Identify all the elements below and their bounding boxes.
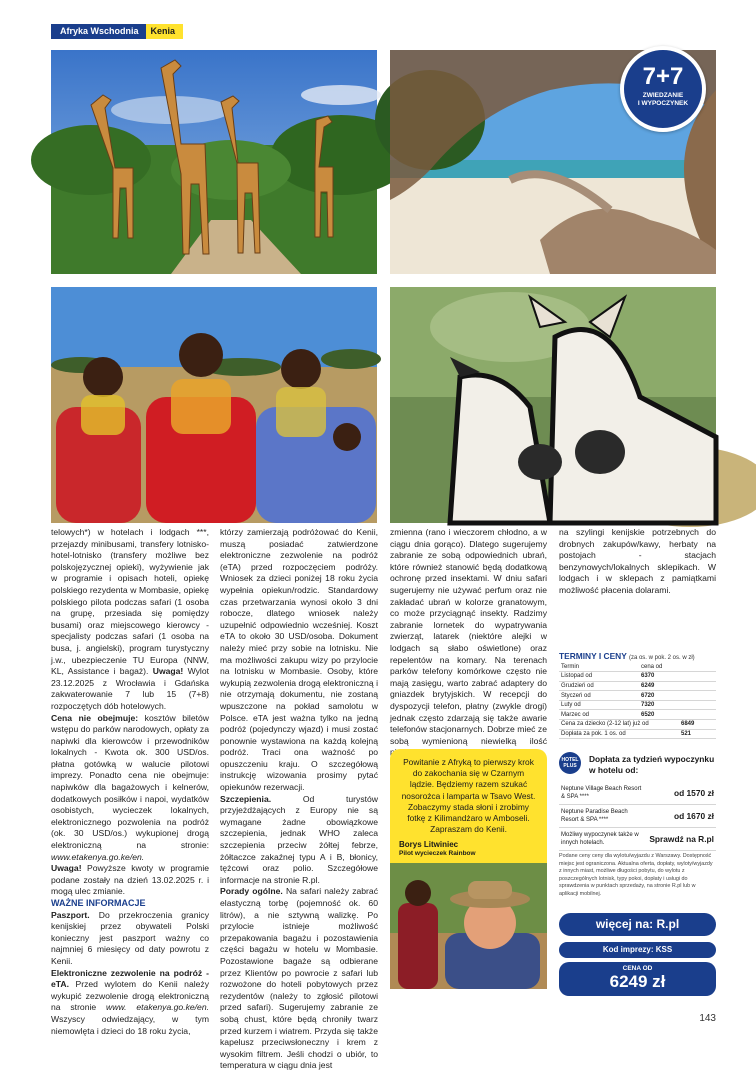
maasai-women-photo — [51, 287, 377, 523]
badge-title: 7+7 — [642, 63, 684, 90]
price-badge[interactable] — [559, 962, 716, 996]
advice-continued-text: zmienna (rano i wieczorem chłodno, a w ciągu dnia gorąco). Dlatego sugerujemy zabranie ze sobą odpowiednich ubrań, które również stanowić będą dodatkową ochronę przed insektami. W dniu safari sugerujemy nie używać perfum oraz nie zakładać ubrań w kolorze granatowym, co może przyciągnąć insekty. Radzimy zabranie lornetek do wypatrywania zwierząt, latarek (niektóre alejki w lodgach są słabo oświetlone) oraz repelentów na komary. Na terenach parków telefony komórkowe często nie mają zasięgu, warto zabrać adaptery do gniazdek brytyjskich. W recepcji do dyspozycji telefon, płatny (zwykle drogi) jednak często zdarzają się także awarie telefonów stacjonarnych. Dobrze mieć ze sobą wymienioną niewielką ilość — [390, 527, 547, 746]
excluded-label: Cena nie obejmuje: — [51, 712, 139, 723]
currency-text: na szylingi kenijskie potrzebnych do drobnych zakupów/kawy, herbaty na postojach - stacjach benzynowych/lokalnych sklepikach. W lodgach i w sklepach z pamiątkami możliwość płacenia dolarami. — [559, 527, 716, 595]
term-price-extra — [679, 681, 716, 691]
term-label: Marzec od — [559, 710, 639, 720]
tour-type-badge — [620, 46, 706, 132]
terms-subtitle: (za os. w pok. 2 os. w zł) — [628, 655, 695, 661]
hotel-price: od 1570 zł — [647, 782, 716, 805]
passport-label: Paszport. — [51, 909, 90, 920]
price-warning-text: Powyższe kwoty w programie podane zostały na dzień 13.02.2025 r. i mogą ulec zmianie. — [51, 863, 210, 897]
zebras-photo — [390, 287, 716, 523]
eta-text-end: Wszyscy odwiedzający, w tym niemowlęta i dzieci do 18 roku życia, — [51, 1013, 209, 1036]
hotel-name: Neptune Paradise Beach Resort & SPA **** — [559, 805, 647, 828]
text-column-3 — [390, 527, 547, 759]
table-row — [559, 720, 716, 730]
included-text: telowych*) w hotelach i lodgach ***, przejazdy minibusami, transfery lotnisko-hotel-lotnisko (transfery możliwe bez polskojęzycznej opieki), wyżywienie jak w programie i opisach hoteli, opiekę polskiego rezydenta w Mombasie, opiekę polskiego pilota podczas safari (1 osoba na grupę, przesiada się pomiędzy busami) oraz miejscowego kierowcy - specjalisty podczas safari (1 osoba na busa, j. angielski), program turystyczny j.w., ubezpieczenie TU Europa (NNW, KL, Assistance i bagaż). — [51, 527, 209, 677]
eta-details-text: którzy zamierzają podróżować do Kenii, muszą posiadać zatwierdzone elektroniczne zezwolenie na podróż (eTA) przed rozpoczęciem podróży. Wniosek za dzieci poniżej 18 roku życia wypełnia opiekun/rodzic. Standardowy czas przetwarzania wynosi około 3 dni robocze, dlatego wniosek należy uzupełnić odpowiednio wcześniej. Koszt eTA to około 30 USD/osoba. Dokument należy mieć przy sobie na lotnisku. Nie ma możliwości zakupu wizy po przylocie na lotnisku w Mombasie. Osoby, które wykupią zezwolenia drogą elektroniczną i nie otrzymają dokumentu, nie zostaną wpuszczone na pokład samolotu w Polsce. eTA jest ważna tylko na jedną podróż (pojedynczy wjazd) i musi zostać ponownie wystawiona na każdą kolejną podróż. Traci ona ważność po opuszczeniu kraju. O szczegółową instrukcję wizowania prosimy pytać opiekunów rezerwacji. — [220, 527, 378, 793]
price-warning-label: Uwaga! — [51, 863, 82, 874]
hotel-supplement-header — [559, 752, 716, 783]
hotel-plus-logo: HOTEL PLUS — [559, 752, 581, 774]
eta-text: Przed wylotem do Kenii należy wykupić zezwolenie drogą elektroniczną na stronie — [51, 979, 210, 1013]
vaccinations-label: Szczepienia. — [220, 793, 272, 804]
general-advice-label: Porady ogólne. — [220, 886, 283, 897]
badge-line2: I WYPOCZYNEK — [637, 100, 689, 107]
terms-title-text: TERMINY I CENY — [559, 651, 627, 661]
term-price-extra: 6849 — [679, 720, 716, 730]
terms-table — [559, 662, 716, 739]
pilot-quote-box — [390, 749, 547, 989]
term-label: Cena za dziecko (2-12 lat) już od — [559, 720, 679, 730]
term-price-extra — [679, 700, 716, 710]
hotel-name: Neptune Village Beach Resort & SPA **** — [559, 782, 647, 805]
table-row — [559, 729, 716, 739]
pilot-photo — [390, 863, 547, 989]
terms-header-term: Termin — [559, 662, 639, 672]
included-warning-label: Uwaga! — [152, 666, 184, 677]
vaccinations-text: Od turystów przyjeżdżających z Europy nie są wymagane żadne obowiązkowe szczepienia, jednak WHO zaleca szczepienia przeciw żółtej febrze, żółtaczce zakaźnej typu A i B, błonicy, tężcowi oraz polio. Szczegółowe informacje na stronie R.pl. — [220, 793, 378, 885]
page-number: 143 — [699, 1013, 716, 1024]
eta-label: Elektroniczne zezwolenie na podróż - eTA. — [51, 967, 209, 990]
table-row — [559, 691, 716, 701]
term-price-extra: 521 — [679, 729, 716, 739]
table-row — [559, 672, 716, 682]
included-warning-text: Wylot 23.12.2025 z Wrocławia i Gdańska zakwaterowanie 7 lub 15 (7+8) rozpoczętych dób hotelowych. — [51, 666, 210, 711]
hotel-price: od 1670 zł — [647, 805, 716, 828]
hotel-name: Możliwy wypoczynek także w innych hotelach. — [559, 828, 647, 851]
term-price-extra — [679, 691, 716, 701]
term-label: Dopłata za pok. 1 os. od — [559, 729, 679, 739]
text-column-1 — [51, 527, 209, 1037]
giraffes-photo — [51, 50, 377, 274]
price-label: CENA OD — [622, 965, 653, 972]
table-row[interactable] — [559, 805, 716, 828]
table-row[interactable] — [559, 782, 716, 805]
text-column-4 — [559, 527, 716, 597]
breadcrumb — [51, 24, 183, 39]
table-row — [559, 681, 716, 691]
eta-link[interactable]: www.etakenya.go.ke/en. — [51, 851, 145, 862]
important-info-heading: WAŻNE INFORMACJE — [51, 898, 146, 908]
hotel-supplement-title: Dopłata za tydzień wypoczynku w hotelu od: — [589, 754, 715, 775]
hotel-table — [559, 782, 716, 851]
passport-text: Do przekroczenia granicy kenijskiej przez obywateli Polski konieczny jest paszport ważny co najmniej 6 miesięcy od daty powrotu z Kenii. — [51, 909, 209, 966]
term-label: Grudzień od — [559, 681, 639, 691]
term-label: Styczeń od — [559, 691, 639, 701]
term-price-extra — [679, 672, 716, 682]
term-label: Listopad od — [559, 672, 639, 682]
pricing-note: Podane ceny ceny dla wylotu/wyjazdu z Warszawy. Dostępność miejsc jest ograniczona. Aktualna oferta, dopłaty, wyloty/wyjazdy z innych miast, możliwe długości pobytu, do wylotu z poszczególnych lotnisk, typy pokoi, dopłaty i usługi do sprawdzenia w punktach sprzedaży, na stronie R.pl lub w aplikacji mobilnej. — [559, 853, 713, 897]
hotel-price: Sprawdź na R.pl — [647, 828, 716, 851]
badge-line1: ZWIEDZANIE — [642, 92, 684, 99]
breadcrumb-region[interactable]: Afryka Wschodnia — [51, 24, 146, 39]
table-row — [559, 700, 716, 710]
term-price: 6520 — [639, 710, 679, 720]
term-price: 6720 — [639, 691, 679, 701]
pilot-role: Pilot wycieczek Rainbow — [399, 850, 476, 858]
terms-title — [559, 651, 695, 661]
terms-header-row — [559, 662, 716, 672]
term-price: 6370 — [639, 672, 679, 682]
term-price: 7320 — [639, 700, 679, 710]
term-price: 6249 — [639, 681, 679, 691]
table-row — [559, 710, 716, 720]
pilot-quote-text: Powitanie z Afryką to pierwszy krok do zakochania się w Czarnym lądzie. Będziemy razem szukać nosorożca i lamparta w Tsavo West. Zobaczymy stada słoni i zrobimy fotkę z Kilimandżaro w Amboseli. Zapraszam do Kenii. — [401, 757, 536, 835]
more-info-button[interactable]: więcej na: R.pl — [559, 913, 716, 936]
eta-link-2[interactable]: www. etakenya.go.ke/en. — [106, 1002, 209, 1013]
terms-header-price: cena od — [639, 662, 679, 672]
tour-code-badge: Kod imprezy: KSS — [559, 942, 716, 958]
term-label: Luty od — [559, 700, 639, 710]
excluded-text: kosztów biletów wstępu do parków narodowych, opłaty za napiwki dla kierowców i przewodników lokalnych - Kwota ok. 300 USD/os. płatna gotówką w walucie pilotowi imprezy. Ponadto cena nie obejmuje: napiwków dla bagażowych i kelnerów, dodatkowych posiłków i napoi, wydatków osobistych, wycieczek lokalnych, elektronicznego pozwolenia na podróż (ok. 30 USD/os.) wykupionej drogą elektroniczną na stronie: — [51, 712, 209, 851]
general-advice-text: Na safari należy zabrać elastyczną torbę (pojemność ok. 60 litrów), a nie sztywną walizkę. Po przylocie istnieje możliwość przepakowania bagażu i pozostawienia części bagażu w hotelu w Mombasie. Pozostawione bagaże są odbierane przez Klientów po powrocie z safari lub rozwożone do hoteli pobytowych przez rezydentów (należy to zgłosić pilotowi przed safari). Sugerujemy zabranie ze sobą chust, które będą chroniły twarz przed kurzem i wiatrem. Przyda się także kapelusz przeciwsłoneczny i krem z wysokim filtrem. Jeśli chodzi o ubiór, to temperatura w ciągu dnia jest — [220, 886, 378, 1071]
term-price-extra — [679, 710, 716, 720]
pilot-name: Borys Litwiniec — [399, 840, 459, 850]
breadcrumb-country[interactable]: Kenia — [146, 24, 184, 39]
text-column-2 — [220, 527, 378, 1072]
table-row[interactable] — [559, 828, 716, 851]
price-value: 6249 zł — [609, 972, 666, 991]
